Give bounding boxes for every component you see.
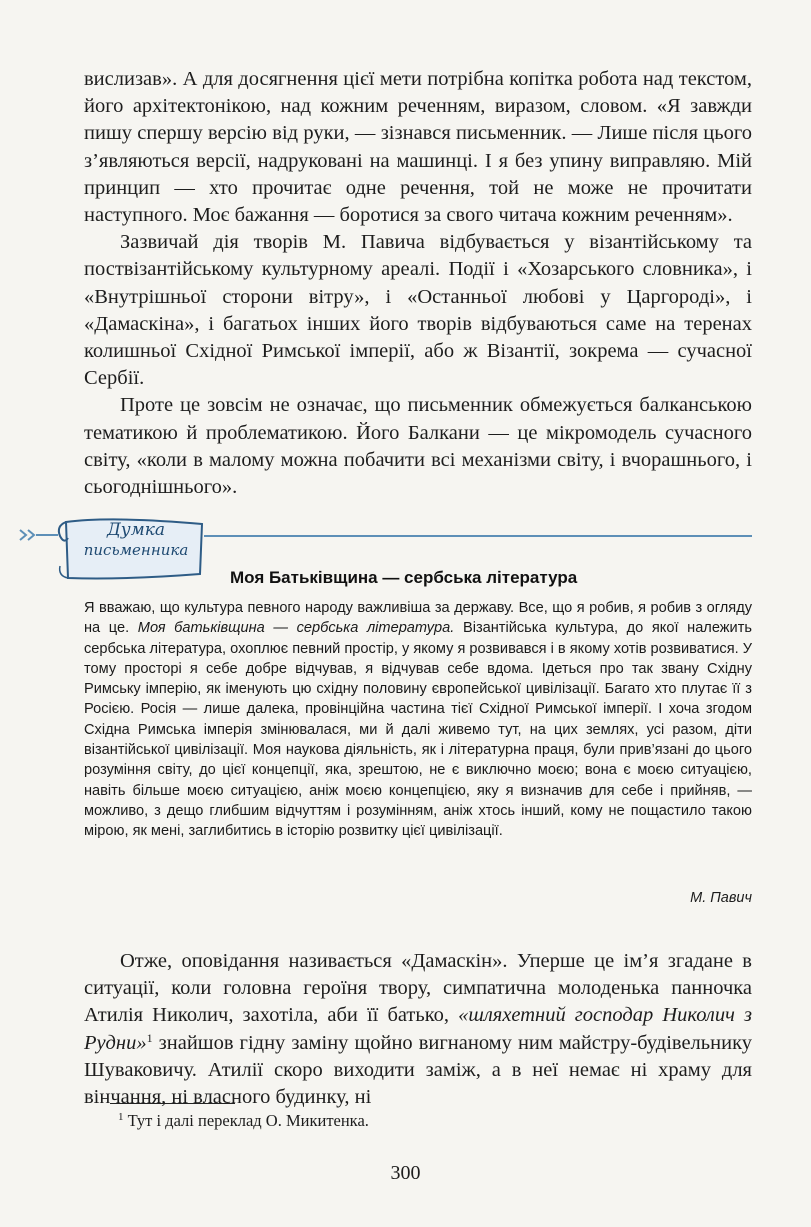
footnote-text: Тут і далі переклад О. Микитенка. bbox=[127, 1111, 369, 1130]
sidebar-rule bbox=[204, 535, 752, 537]
footnote-rule bbox=[110, 1103, 235, 1104]
banner-line2: письменника bbox=[83, 541, 189, 559]
banner-line1: Думка bbox=[106, 520, 166, 540]
footnote bbox=[118, 1111, 369, 1131]
quote-text: Візантійська культура, до якої належить сербська література, охоплює певний простір, у якому я розвивався і в якому хотів розвиватися. У тому просторі я себе добре відчував, я відчував себе вдома. Ідеться про так звану Східну Римську імперію, як іменують цю східну половину європейської цивілізації. Багато хто плутає її з Росією. Росія — лише далека, провінційна частина тієї Східної Римської імперії. І хоча згодом Східна Римська імперія змінювалася, ми й далі живемо тут, на цих землях, усі разом, діти візантійської цивілізації. Моя наукова діяльність, як і літературна праця, були прив’язані до цього розуміння світу, до цієї концепції, яка, зрештою, не є виключно моєю; вона є моєю ситуацією, навіть більше моєю ситуацією, аніж моєю концепцією, яку я визначив для себе і прийняв, — можливо, з дещо глибшим відчуттям і розумінням, аніж хтось інший, кому не пощастило такою мірою, як мені, заглибитись в історію розвитку цієї цивілізації. bbox=[84, 620, 752, 840]
quote-text: Я вважаю, що культура певного народу важливіша за державу. Все, що я робив, я робив з огляду на це. bbox=[84, 600, 752, 637]
quote-author: М. Павич bbox=[690, 890, 752, 906]
footnote-reference: 1 bbox=[146, 1030, 153, 1045]
paragraph-text: знайшов гідну заміну щойно вигнаному ним майстру-будівельнику Шуваковичу. Атилії скоро виходити заміж, а в неї немає ні храму для вінчання, ні власного будинку, ні bbox=[84, 1031, 752, 1109]
paragraph: вислизав». А для досягнення цієї мети потрібна копітка робота над текстом, його архітектонікою, над кожним реченням, виразом, словом. «Я завжди пишу спершу версію від руки, — зізнався письменник. — Лише після цього з’являються версії, надруковані на машинці. І я без упину виправляю. Мій принцип — хто прочитає одне речення, той не може не прочитати наступного. Моє бажання — боротися за свого читача кожним реченням». bbox=[84, 68, 752, 227]
quote-emphasis: Моя батьківщина — сербська література. bbox=[137, 620, 455, 637]
footnote-mark: 1 bbox=[118, 1111, 124, 1123]
page-number: 300 bbox=[390, 1162, 421, 1184]
paragraph-text: Отже, оповідання називається «Дамаскін». Уперше це ім’я згадане в ситуації, коли головна героїня твору, симпатична молоденька панночка Атилія Николич, захотіла, аби її батько, bbox=[84, 950, 752, 1027]
banner-label bbox=[66, 520, 206, 560]
paragraph-emphasis: «шляхетний господар Николич з Рудни» bbox=[84, 1004, 752, 1054]
author-quote bbox=[84, 598, 752, 842]
main-text-bottom bbox=[84, 948, 752, 1111]
paragraph: Зазвичай дія творів М. Павича відбувається у візантійському та поствізантійському культурному ареалі. Події і «Хозарського словника», і «Внутрішньої сторони вітру», і «Останньої любові у Царгороді», і «Дамаскіна», і багатьох інших його творів відбуваються саме на теренах колишньої Східної Римської імперії, або ж Візантії, зокрема — сучасної Сербії. bbox=[84, 231, 752, 390]
paragraph: Проте це зовсім не означає, що письменник обмежується балканською тематикою й проблематикою. Його Балкани — це мікромодель сучасного світу, «коли в малому можна побачити всі механізми світу, і вчорашнього, і сьогоднішнього». bbox=[84, 394, 752, 499]
main-text-top bbox=[84, 66, 752, 501]
paragraph bbox=[84, 948, 752, 1111]
sidebar-title: Моя Батьківщина — сербська література bbox=[230, 568, 578, 587]
